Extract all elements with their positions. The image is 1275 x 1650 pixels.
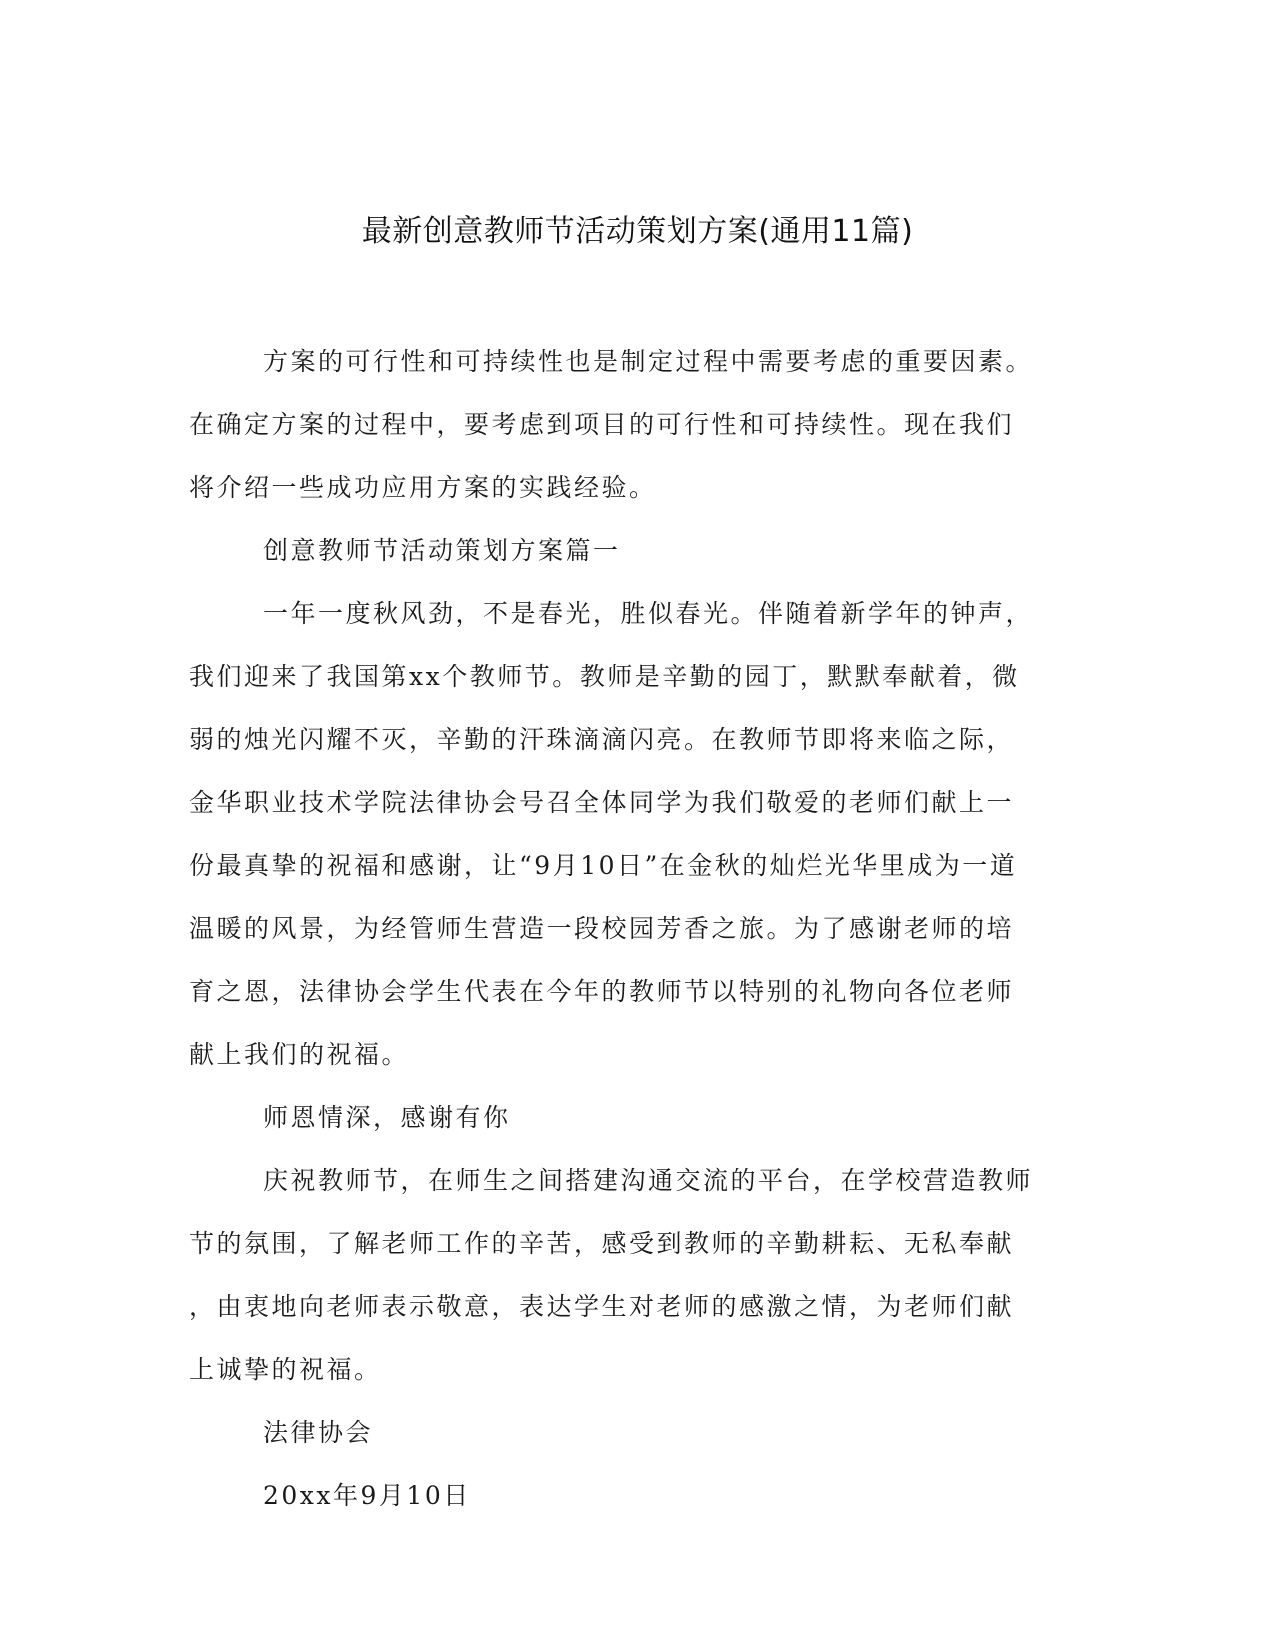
date-line: 20xx年9月10日 <box>263 1481 471 1510</box>
text-line: 我们迎来了我国第xx个教师节。教师是辛勤的园丁，默默奉献着，微 <box>189 662 1020 691</box>
text-line: 在确定方案的过程中，要考虑到项目的可行性和可持续性。现在我们 <box>189 410 1015 439</box>
document-title: 最新创意教师节活动策划方案(通用11篇) <box>361 214 914 249</box>
intro-paragraph <box>189 330 1084 519</box>
text-line: 上诚挚的祝福。 <box>189 1355 382 1384</box>
text-line: 献上我们的祝福。 <box>189 1040 410 1069</box>
text-line: 金华职业技术学院法律协会号召全体同学为我们敬爱的老师们献上一 <box>189 788 1015 817</box>
slogan-line: 师恩情深，感谢有你 <box>263 1103 511 1132</box>
text-line: ，由衷地向老师表示敬意，表达学生对老师的感激之情，为老师们献 <box>189 1292 1015 1321</box>
text-line: 节的氛围，了解老师工作的辛苦，感受到教师的辛勤耕耘、无私奉献 <box>189 1229 1015 1258</box>
body-paragraph-2 <box>189 1149 1084 1401</box>
text-line: 将介绍一些成功应用方案的实践经验。 <box>189 473 657 502</box>
body-paragraph-1 <box>189 582 1084 1086</box>
text-line: 份最真挚的祝福和感谢，让“9月10日”在金秋的灿烂光华里成为一道 <box>189 851 1018 880</box>
section-heading: 创意教师节活动策划方案篇一 <box>263 536 621 565</box>
document-body <box>189 330 1084 1527</box>
text-line: 方案的可行性和可持续性也是制定过程中需要考虑的重要因素。 <box>263 347 1034 376</box>
text-line: 温暖的风景，为经管师生营造一段校园芳香之旅。为了感谢老师的培 <box>189 914 1015 943</box>
text-line: 弱的烛光闪耀不灭，辛勤的汗珠滴滴闪亮。在教师节即将来临之际， <box>189 725 1015 754</box>
text-line: 庆祝教师节，在师生之间搭建沟通交流的平台，在学校营造教师 <box>263 1166 1034 1195</box>
signature-line: 法律协会 <box>263 1418 374 1447</box>
text-line: 一年一度秋风劲，不是春光，胜似春光。伴随着新学年的钟声， <box>263 599 1034 628</box>
text-line: 育之恩，法律协会学生代表在今年的教师节以特别的礼物向各位老师 <box>189 977 1015 1006</box>
